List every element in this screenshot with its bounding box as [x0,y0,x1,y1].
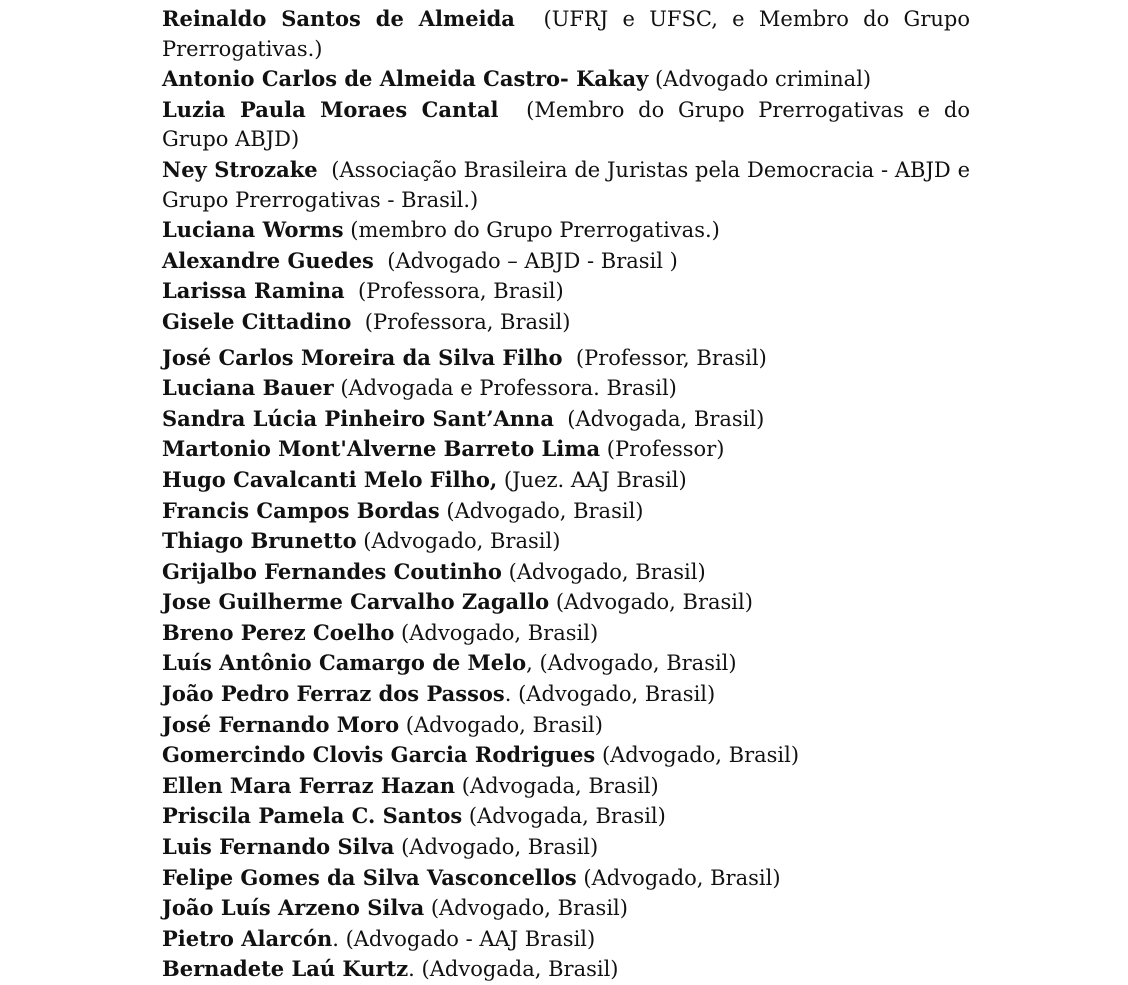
signatory-name: Luciana Worms [162,217,344,243]
signatory-affiliation: (Advogado, Brasil) [508,559,706,584]
separator [318,158,332,182]
signatory-entry [162,618,970,649]
separator [497,468,504,492]
signatory-entry [162,343,970,374]
signatory-name: Felipe Gomes da Silva Vasconcellos [162,864,577,890]
signatory-entry [162,434,970,465]
signatory-name: Thiago Brunetto [162,528,357,554]
signatory-name: Ellen Mara Ferraz Hazan [162,772,456,798]
signatory-name: Gomercindo Clovis Garcia Rodrigues [162,742,596,768]
signatory-entry [162,740,970,771]
signatory-name: Bernadete Laú Kurtz [162,956,409,982]
signatory-affiliation: . (Advogado - AAJ Brasil) [332,926,596,951]
signatory-affiliation: (Advogado, Brasil) [555,590,753,615]
signatory-entry [162,587,970,618]
signatory-entry [162,246,970,277]
signatory-affiliation: (membro do Grupo Prerrogativas.) [350,218,720,243]
separator [549,590,556,614]
signatory-name: Francis Campos Bordas [162,497,440,523]
separator [499,98,527,122]
signatory-entry [162,557,970,588]
signatory-entry [162,64,970,95]
signatory-affiliation: (Advogado, Brasil) [401,835,599,860]
signatory-entry [162,648,970,679]
signatory-name: Priscila Pamela C. Santos [162,803,463,829]
separator [515,7,544,31]
separator [502,560,509,584]
signatory-entry [162,215,970,246]
separator [462,804,469,828]
separator [345,279,358,303]
signatory-entry [162,771,970,802]
signatory-entry [162,465,970,496]
signatory-name: Gisele Cittadino [162,308,352,334]
signatory-entry [162,924,970,955]
signatory-affiliation: (Advogado, Brasil) [401,620,599,645]
signatory-name: Larissa Ramina [162,278,345,304]
signatory-affiliation: (Professora, Brasil) [357,279,564,304]
signatory-affiliation: (Advogada, Brasil) [567,406,765,431]
signatory-name: Pietro Alarcón [162,925,333,951]
signatory-entry [162,893,970,924]
signatory-affiliation: (Professor) [606,437,725,462]
signatory-affiliation: (Advogada, Brasil) [461,773,659,798]
signatory-affiliation: (Associação Brasileira de Juristas pela Democracia - ABJD e Grupo Prerrogativas - Brasil.) [162,157,970,212]
signatory-affiliation: (Membro do Grupo Prerrogativas e do Grupo ABJD) [162,97,970,152]
signatory-name: Ney Strozake [162,156,318,182]
signatory-name: Breno Perez Coelho [162,619,395,645]
signatory-name: José Fernando Moro [162,711,400,737]
signatory-affiliation: (Advogada, Brasil) [468,804,666,829]
signatory-name: João Luís Arzeno Silva [162,895,425,921]
signatory-entry [162,863,970,894]
signatory-entry [162,832,970,863]
signatory-name: Grijalbo Fernandes Coutinho [162,558,502,584]
signatory-name: Martonio Mont'Alverne Barreto Lima [162,436,601,462]
separator [554,407,567,431]
separator [424,896,431,920]
signatory-entry [162,95,970,155]
signatory-entry [162,404,970,435]
signatory-affiliation: (Advogado, Brasil) [601,743,800,768]
signatory-affiliation: (UFRJ e UFSC, e Membro do Grupo Prerrogativas.) [162,7,970,61]
signatory-name: Sandra Lúcia Pinheiro Sant’Anna [162,405,554,431]
signatory-name: Luzia Paula Moraes Cantal [162,96,499,122]
signatory-entry [162,679,970,710]
signatory-entry [162,373,970,404]
signatory-entry [162,710,970,741]
signatory-affiliation: (Advogado, Brasil) [583,865,781,890]
separator [648,67,655,91]
signatory-entry [162,155,970,215]
signatory-affiliation: (Advogada e Professora. Brasil) [340,376,677,401]
separator [600,437,607,461]
signatory-name: Luciana Bauer [162,375,334,401]
signatory-affiliation: (Advogado, Brasil) [430,896,628,921]
signatory-affiliation: (Advogado, Brasil) [405,712,603,737]
signatory-affiliation: . (Advogada, Brasil) [408,957,619,982]
signatory-entry [162,276,970,307]
signatory-affiliation: (Advogado, Brasil) [446,498,644,523]
signatory-name: José Carlos Moreira da Silva Filho [162,344,563,370]
signatory-entry [162,4,970,64]
signatory-name: Antonio Carlos de Almeida Castro- Kakay [162,66,649,92]
separator [455,774,462,798]
signatory-name: Jose Guilherme Carvalho Zagallo [162,589,550,615]
signatory-affiliation: (Advogado, Brasil) [363,529,561,554]
signatory-name: Luis Fernando Silva [162,834,395,860]
signatory-affiliation: . (Advogado, Brasil) [504,682,716,707]
signatory-affiliation: (Juez. AAJ Brasil) [503,467,687,492]
signatory-affiliation: (Professora, Brasil) [364,309,571,334]
separator [374,249,387,273]
signatory-name: Reinaldo Santos de Almeida [162,6,515,31]
signatory-list [162,4,970,985]
signatory-name: João Pedro Ferraz dos Passos [162,681,505,707]
separator [563,346,576,370]
separator [351,310,364,334]
signatory-entry [162,496,970,527]
signatory-affiliation: , (Advogado, Brasil) [526,651,737,676]
signatory-entry [162,801,970,832]
signatory-name: Hugo Cavalcanti Melo Filho, [162,466,498,492]
signatory-entry [162,526,970,557]
signatory-affiliation: (Professor, Brasil) [575,345,767,370]
signatory-affiliation: (Advogado – ABJD - Brasil ) [387,248,678,273]
signatory-name: Alexandre Guedes [162,247,374,273]
signatory-entry [162,307,970,338]
signatory-affiliation: (Advogado criminal) [654,67,872,92]
signatory-name: Luís Antônio Camargo de Melo [162,650,527,676]
separator [399,713,406,737]
separator [595,743,602,767]
